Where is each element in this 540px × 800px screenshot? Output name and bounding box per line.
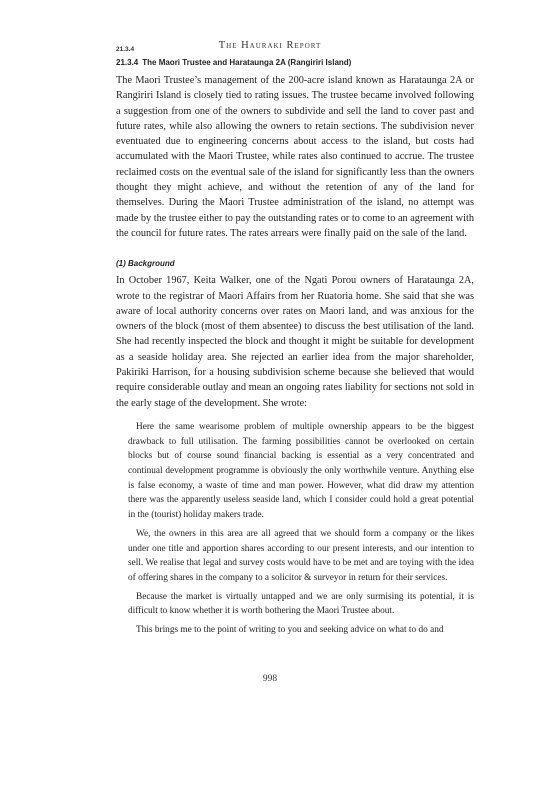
section-intro-paragraph: The Maori Trustee’s management of the 200-acre island known as Harataunga 2A or Rangiriri Island is closely tied to rating issues. The trustee became involved following a suggestion from one of the owners to subdivide and sell the land to cover past and future rates, while also allowing the owners to retain sections. The subdivision never eventuated due to engineering concerns about access to the island, but costs had accumulated with the Maori Trustee, while rates also continued to accrue. The trustee reclaimed costs on the eventual sale of the island for significantly less than the owners thought they might achieve, and without the retention of any of the land for themselves. During the Maori Trustee administration of the island, no attempt was made by the trustee either to pay the outstanding rates or to come to an agreement with the council for future rates. The rates arrears were finally paid on the sale of the land.	[116, 75, 474, 239]
running-header-title: The Hauraki Report	[218, 40, 322, 51]
block-quote	[116, 420, 474, 638]
header-section-reference: 21.3.4	[116, 46, 135, 53]
quote-paragraph: We, the owners in this area are all agreed that we should form a company or the likes under one title and apportion shares according to our present interests, and our intention to sell. We realise that legal and survey costs would have to be met and are toying with the idea of offering shares in the company to a solicitor & surveyor in return for their services.	[128, 528, 474, 583]
section-title: The Maori Trustee and Harataunga 2A (Rangiriri Island)	[142, 58, 352, 67]
section-heading	[116, 57, 474, 69]
quote-paragraph: Because the market is virtually untapped and we are only surmising its potential, it is difficult to know whether it is worth bothering the Maori Trustee about.	[128, 591, 474, 617]
quote-paragraph: This brings me to the point of writing to you and seeking advice on what to do and	[136, 625, 444, 636]
background-paragraph: In October 1967, Keita Walker, one of the Ngati Porou owners of Harataunga 2A, wrote to the registrar of Maori Affairs from her Ruatoria home. She said that she was aware of local authority concerns over rates on Maori land, and was anxious for the owners of the block (most of them absentee) to discuss the best utilisation of the land. She had recently inspected the block and thought it might be suitable for development as a seaside holiday area. She rejected an earlier idea from the major shareholder, Pakiriki Harrison, for a housing subdivision scheme because she believed that would require considerable outlay and mean an ongoing rates liability for sections not sold in the early stage of the development. She wrote:	[116, 275, 474, 409]
subsection-heading: (1) Background	[116, 259, 175, 269]
main-content	[116, 57, 474, 642]
page-number: 998	[262, 674, 278, 684]
section-number: 21.3.4	[116, 58, 139, 67]
quote-paragraph: Here the same wearisome problem of multiple ownership appears to be the biggest drawback to full utilisation. The farming possibilities cannot be overlooked on certain blocks but of course sound financial backing is essential as a very concentrated and continual development programme is obviously the only worthwhile venture. Anything else is false economy, a waste of time and man power. However, what did draw my attention there was the apparently useless seaside land, which I consider could hold a great potential in the (tourist) holiday makers trade.	[128, 421, 474, 521]
